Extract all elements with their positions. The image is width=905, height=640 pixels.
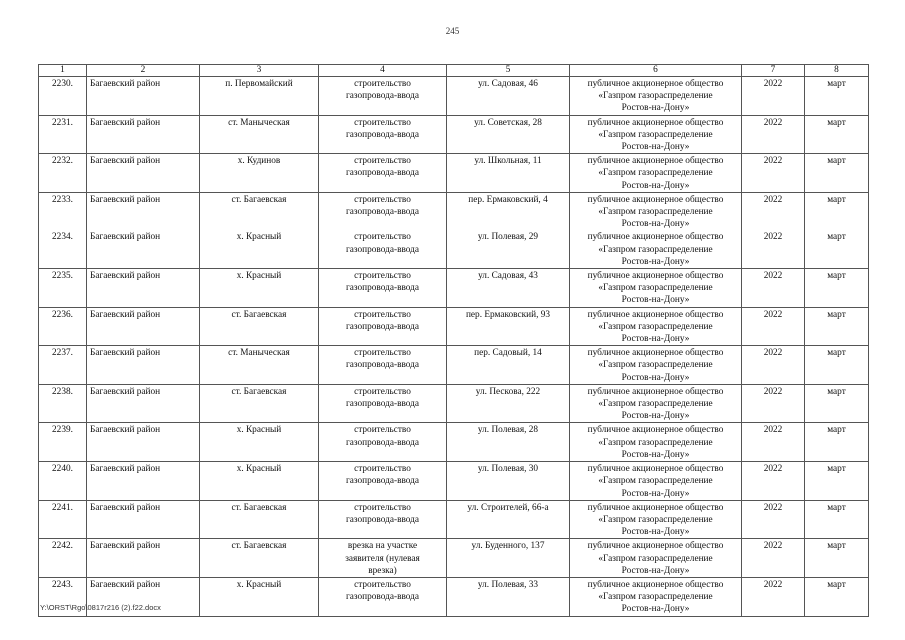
settlement-cell: х. Красный	[200, 269, 319, 308]
year-cell: 2022	[742, 192, 805, 230]
month-cell: март	[805, 307, 869, 346]
organization-cell-line: Ростов-на-Дону»	[621, 449, 690, 460]
organization-cell-line: «Газпром газораспределение	[598, 514, 713, 525]
work-type-cell-line: газопровода-ввода	[345, 283, 420, 294]
work-type-cell-line: заявителя (нулевая	[345, 553, 420, 564]
row-number: 2234.	[39, 230, 87, 268]
address-cell: ул. Школьная, 11	[447, 154, 570, 193]
work-type-cell	[319, 346, 447, 385]
work-type-cell	[319, 230, 447, 268]
row-number: 2240.	[39, 462, 87, 501]
organization-cell-line: Ростов-на-Дону»	[621, 256, 690, 267]
table-row	[39, 346, 869, 385]
work-type-cell	[319, 423, 447, 462]
address-cell: ул. Буденного, 137	[447, 539, 570, 578]
address-cell: ул. Полевая, 29	[447, 230, 570, 268]
organization-cell-line: публичное акционерное общество	[587, 579, 724, 590]
table-row	[39, 77, 869, 116]
year-cell: 2022	[742, 77, 805, 116]
address-cell: пер. Ермаковский, 4	[447, 192, 570, 230]
work-type-cell-line: строительство	[354, 579, 411, 590]
settlement-cell: х. Красный	[200, 577, 319, 616]
work-type-cell-line: строительство	[354, 271, 411, 282]
address-cell: ул. Садовая, 43	[447, 269, 570, 308]
organization-cell-line: «Газпром газораспределение	[598, 207, 713, 218]
district-cell: Багаевский район	[87, 384, 200, 423]
table-row	[39, 384, 869, 423]
district-cell: Багаевский район	[87, 423, 200, 462]
work-type-cell-line: газопровода-ввода	[345, 399, 420, 410]
work-type-cell-line: строительство	[354, 156, 411, 167]
work-type-cell-line: врезка на участке	[347, 541, 418, 552]
row-number: 2239.	[39, 423, 87, 462]
organization-cell-line: публичное акционерное общество	[587, 464, 724, 475]
row-number: 2242.	[39, 539, 87, 578]
month-cell: март	[805, 77, 869, 116]
column-header: 5	[447, 65, 570, 77]
work-type-cell-line: строительство	[354, 309, 411, 320]
district-cell: Багаевский район	[87, 269, 200, 308]
work-type-cell-line: газопровода-ввода	[345, 168, 420, 179]
address-cell: ул. Полевая, 30	[447, 462, 570, 501]
month-cell: март	[805, 154, 869, 193]
organization-cell-line: «Газпром газораспределение	[598, 360, 713, 371]
month-cell: март	[805, 462, 869, 501]
row-number: 2231.	[39, 115, 87, 154]
organization-cell-line: Ростов-на-Дону»	[621, 103, 690, 114]
work-type-cell-line: врезка)	[368, 565, 397, 576]
work-type-cell	[319, 307, 447, 346]
address-cell: ул. Советская, 28	[447, 115, 570, 154]
district-cell: Багаевский район	[87, 500, 200, 539]
month-cell: март	[805, 423, 869, 462]
organization-cell-line: «Газпром газораспределение	[598, 592, 713, 603]
organization-cell-line: публичное акционерное общество	[587, 194, 724, 205]
address-cell: пер. Садовый, 14	[447, 346, 570, 385]
work-type-cell-line: строительство	[354, 425, 411, 436]
work-type-cell-line: газопровода-ввода	[345, 321, 420, 332]
settlement-cell: х. Красный	[200, 230, 319, 268]
organization-cell-line: публичное акционерное общество	[587, 232, 724, 243]
work-type-cell	[319, 462, 447, 501]
organization-cell	[570, 192, 742, 230]
organization-cell-line: «Газпром газораспределение	[598, 244, 713, 255]
column-header: 4	[319, 65, 447, 77]
month-cell: март	[805, 539, 869, 578]
work-type-cell	[319, 115, 447, 154]
register-table	[38, 64, 869, 617]
organization-cell	[570, 346, 742, 385]
address-cell: ул. Полевая, 28	[447, 423, 570, 462]
work-type-cell-line: строительство	[354, 194, 411, 205]
work-type-cell-line: строительство	[354, 502, 411, 513]
month-cell: март	[805, 500, 869, 539]
table-row	[39, 269, 869, 308]
organization-cell-line: публичное акционерное общество	[587, 425, 724, 436]
organization-cell-line: Ростов-на-Дону»	[621, 411, 690, 422]
year-cell: 2022	[742, 384, 805, 423]
organization-cell-line: Ростов-на-Дону»	[621, 488, 690, 499]
table-row	[39, 500, 869, 539]
organization-cell-line: «Газпром газораспределение	[598, 91, 713, 102]
work-type-cell-line: строительство	[354, 79, 411, 89]
address-cell: ул. Пескова, 222	[447, 384, 570, 423]
organization-cell-line: Ростов-на-Дону»	[621, 527, 690, 538]
work-type-cell-line: газопровода-ввода	[345, 476, 420, 487]
year-cell: 2022	[742, 269, 805, 308]
month-cell: март	[805, 115, 869, 154]
settlement-cell: ст. Багаевская	[200, 307, 319, 346]
organization-cell-line: «Газпром газораспределение	[598, 168, 713, 179]
organization-cell-line: Ростов-на-Дону»	[621, 372, 690, 383]
table-row	[39, 307, 869, 346]
district-cell: Багаевский район	[87, 307, 200, 346]
month-cell: март	[805, 577, 869, 616]
row-number: 2238.	[39, 384, 87, 423]
year-cell: 2022	[742, 230, 805, 268]
file-path-footer: Y:\ORST\Rgo\0817r216 (2).f22.docx	[40, 603, 161, 612]
organization-cell	[570, 462, 742, 501]
organization-cell	[570, 307, 742, 346]
year-cell: 2022	[742, 462, 805, 501]
district-cell: Багаевский район	[87, 154, 200, 193]
work-type-cell-line: строительство	[354, 464, 411, 475]
table-row	[39, 230, 869, 268]
year-cell: 2022	[742, 423, 805, 462]
header-row	[39, 65, 869, 77]
organization-cell	[570, 539, 742, 578]
page-number: 245	[445, 26, 460, 36]
organization-cell-line: публичное акционерное общество	[587, 271, 724, 282]
address-cell: ул. Садовая, 46	[447, 77, 570, 116]
work-type-cell-line: строительство	[354, 386, 411, 397]
organization-cell	[570, 154, 742, 193]
settlement-cell: ст. Маныческая	[200, 115, 319, 154]
district-cell: Багаевский район	[87, 346, 200, 385]
table-row	[39, 423, 869, 462]
district-cell: Багаевский район	[87, 230, 200, 268]
work-type-cell	[319, 269, 447, 308]
settlement-cell: ст. Багаевская	[200, 192, 319, 230]
row-number: 2230.	[39, 77, 87, 116]
table-row	[39, 154, 869, 193]
settlement-cell: х. Кудинов	[200, 154, 319, 193]
organization-cell-line: «Газпром газораспределение	[598, 321, 713, 332]
work-type-cell	[319, 192, 447, 230]
district-cell: Багаевский район	[87, 77, 200, 116]
table-row	[39, 462, 869, 501]
row-number: 2232.	[39, 154, 87, 193]
organization-cell-line: Ростов-на-Дону»	[621, 142, 690, 153]
organization-cell	[570, 577, 742, 616]
organization-cell-line: публичное акционерное общество	[587, 117, 724, 128]
table-row	[39, 115, 869, 154]
organization-cell	[570, 423, 742, 462]
organization-cell	[570, 384, 742, 423]
organization-cell-line: Ростов-на-Дону»	[621, 565, 690, 576]
work-type-cell-line: газопровода-ввода	[345, 207, 420, 218]
table-row	[39, 577, 869, 616]
month-cell: март	[805, 192, 869, 230]
organization-cell-line: публичное акционерное общество	[587, 348, 724, 359]
address-cell: ул. Строителей, 66-а	[447, 500, 570, 539]
work-type-cell-line: газопровода-ввода	[345, 514, 420, 525]
organization-cell-line: публичное акционерное общество	[587, 541, 724, 552]
organization-cell	[570, 115, 742, 154]
work-type-cell	[319, 154, 447, 193]
organization-cell-line: Ростов-на-Дону»	[621, 219, 690, 230]
work-type-cell-line: строительство	[354, 348, 411, 359]
work-type-cell-line: газопровода-ввода	[345, 437, 420, 448]
settlement-cell: ст. Багаевская	[200, 384, 319, 423]
settlement-cell: х. Красный	[200, 423, 319, 462]
year-cell: 2022	[742, 154, 805, 193]
work-type-cell	[319, 500, 447, 539]
district-cell: Багаевский район	[87, 539, 200, 578]
month-cell: март	[805, 269, 869, 308]
table-row	[39, 192, 869, 230]
settlement-cell: ст. Багаевская	[200, 539, 319, 578]
organization-cell-line: «Газпром газораспределение	[598, 553, 713, 564]
work-type-cell	[319, 77, 447, 116]
work-type-cell-line: газопровода-ввода	[345, 244, 420, 255]
row-number: 2241.	[39, 500, 87, 539]
organization-cell-line: «Газпром газораспределение	[598, 437, 713, 448]
organization-cell-line: публичное акционерное общество	[587, 79, 724, 89]
organization-cell-line: публичное акционерное общество	[587, 156, 724, 167]
month-cell: март	[805, 230, 869, 268]
work-type-cell-line: газопровода-ввода	[345, 592, 420, 603]
row-number: 2235.	[39, 269, 87, 308]
organization-cell-line: публичное акционерное общество	[587, 386, 724, 397]
year-cell: 2022	[742, 577, 805, 616]
organization-cell-line: Ростов-на-Дону»	[621, 295, 690, 306]
organization-cell-line: «Газпром газораспределение	[598, 476, 713, 487]
organization-cell-line: Ростов-на-Дону»	[621, 604, 690, 615]
work-type-cell-line: строительство	[354, 232, 411, 243]
work-type-cell-line: газопровода-ввода	[345, 360, 420, 371]
work-type-cell	[319, 539, 447, 578]
year-cell: 2022	[742, 115, 805, 154]
organization-cell-line: «Газпром газораспределение	[598, 129, 713, 140]
column-header: 7	[742, 65, 805, 77]
settlement-cell: п. Первомайский	[200, 77, 319, 116]
address-cell: ул. Полевая, 33	[447, 577, 570, 616]
table-row	[39, 539, 869, 578]
organization-cell	[570, 269, 742, 308]
settlement-cell: ст. Маныческая	[200, 346, 319, 385]
column-header: 6	[570, 65, 742, 77]
row-number: 2236.	[39, 307, 87, 346]
table-body	[39, 77, 869, 617]
month-cell: март	[805, 384, 869, 423]
column-header: 3	[200, 65, 319, 77]
organization-cell-line: Ростов-на-Дону»	[621, 334, 690, 345]
column-header: 2	[87, 65, 200, 77]
settlement-cell: ст. Багаевская	[200, 500, 319, 539]
organization-cell-line: «Газпром газораспределение	[598, 399, 713, 410]
work-type-cell-line: строительство	[354, 117, 411, 128]
work-type-cell-line: газопровода-ввода	[345, 91, 420, 102]
year-cell: 2022	[742, 500, 805, 539]
work-type-cell-line: газопровода-ввода	[345, 129, 420, 140]
row-number: 2237.	[39, 346, 87, 385]
work-type-cell	[319, 384, 447, 423]
address-cell: пер. Ермаковский, 93	[447, 307, 570, 346]
organization-cell	[570, 500, 742, 539]
month-cell: март	[805, 346, 869, 385]
organization-cell-line: Ростов-на-Дону»	[621, 180, 690, 191]
organization-cell-line: публичное акционерное общество	[587, 309, 724, 320]
year-cell: 2022	[742, 307, 805, 346]
district-cell: Багаевский район	[87, 462, 200, 501]
column-header: 8	[805, 65, 869, 77]
organization-cell-line: публичное акционерное общество	[587, 502, 724, 513]
district-cell: Багаевский район	[87, 192, 200, 230]
district-cell: Багаевский район	[87, 115, 200, 154]
column-header: 1	[39, 65, 87, 77]
organization-cell	[570, 230, 742, 268]
organization-cell	[570, 77, 742, 116]
year-cell: 2022	[742, 539, 805, 578]
work-type-cell	[319, 577, 447, 616]
district-cell: Багаевский район	[87, 577, 200, 616]
year-cell: 2022	[742, 346, 805, 385]
row-number: 2233.	[39, 192, 87, 230]
row-number: 2243.	[39, 577, 87, 616]
organization-cell-line: «Газпром газораспределение	[598, 283, 713, 294]
settlement-cell: х. Красный	[200, 462, 319, 501]
